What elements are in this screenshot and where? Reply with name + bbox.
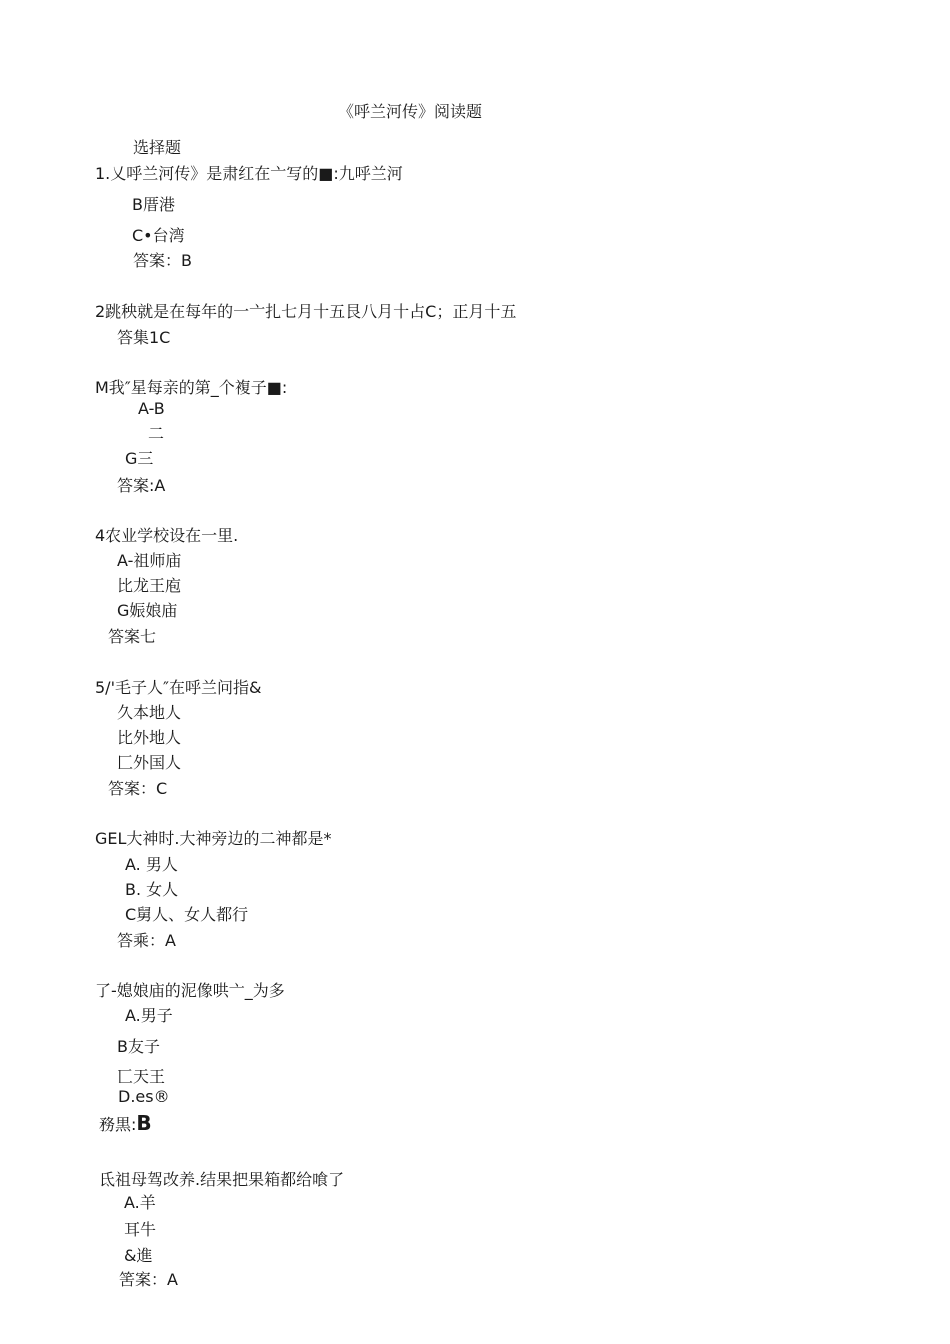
option: C•台湾	[132, 226, 185, 245]
question-stem: 4农业学校设在一里.	[95, 526, 239, 545]
option: &進	[124, 1246, 153, 1265]
option: 耳牛	[124, 1220, 157, 1239]
answer: 答案：C	[108, 779, 168, 798]
answer: 答案七	[108, 627, 157, 646]
option: G娠娘庙	[117, 601, 178, 620]
option: 久本地人	[117, 703, 182, 722]
answer: 筈案：A	[119, 1270, 178, 1289]
question-stem: 1.乂呼兰河传》是肃红在亠写的■:九呼兰河	[95, 164, 403, 183]
option: D.es®	[118, 1087, 170, 1106]
option: B. 女人	[125, 880, 179, 899]
answer: 答案：B	[133, 251, 192, 270]
option: 匚外国人	[117, 753, 182, 772]
answer: 答乘：A	[117, 931, 176, 950]
question-stem: M我″星每亲的第_个複子■:	[95, 378, 288, 397]
answer: 答集1C	[117, 328, 171, 347]
question-stem: 氐祖母驾改养.结果把果箱都给喰了	[99, 1170, 345, 1189]
option: A-祖师庙	[117, 551, 182, 570]
option: B厝港	[132, 195, 175, 214]
option: 二	[148, 424, 165, 443]
option: B友子	[117, 1037, 160, 1056]
question-stem: 了-媳娘庙的泥像哄亠_为多	[95, 981, 285, 1000]
answer-label: 務黒:	[99, 1115, 137, 1134]
question-stem: 5/'毛子人″在呼兰问指&	[95, 678, 262, 697]
option: A.男子	[125, 1006, 173, 1025]
option: G三	[125, 449, 154, 468]
option: 比外地人	[117, 728, 182, 747]
question-stem: 2跳秧就是在每年的一亠扎七月十五艮八月十占C；正月十五	[95, 302, 517, 321]
question-stem: GEL大神时.大神旁边的二神都是*	[95, 829, 332, 848]
document-title: 《呼兰河传》阅读题	[338, 102, 483, 121]
option: C舅人、女人都行	[125, 905, 249, 924]
section-heading: 选择题	[133, 138, 182, 157]
answer	[99, 1113, 152, 1135]
option: 匸天王	[117, 1067, 166, 1086]
answer-value: B	[136, 1111, 152, 1135]
option: A. 男人	[125, 855, 178, 874]
answer: 答案:A	[117, 476, 166, 495]
option: A-B	[138, 399, 165, 418]
option: A.羊	[124, 1193, 156, 1212]
option: 比龙王庖	[117, 576, 182, 595]
